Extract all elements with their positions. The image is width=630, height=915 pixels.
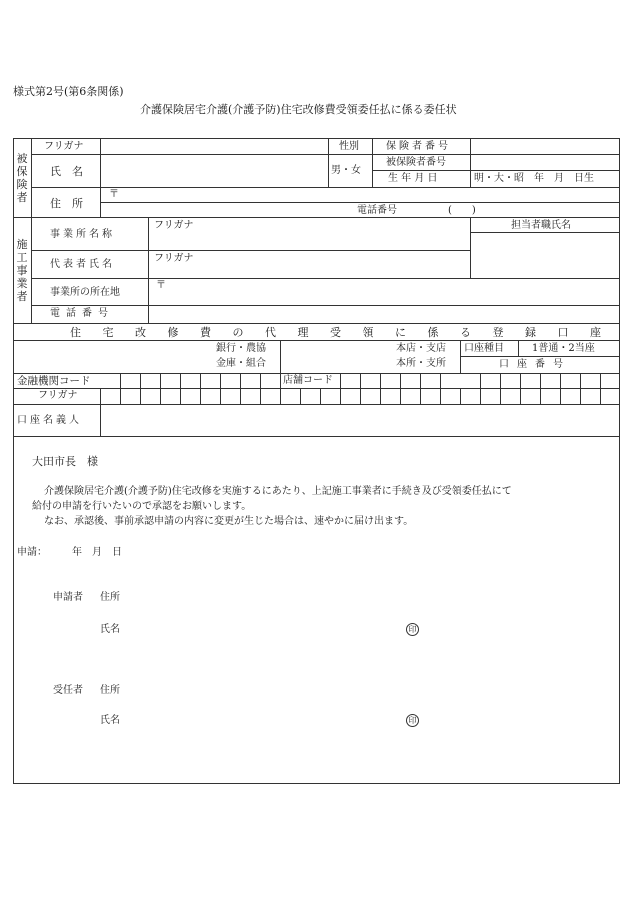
contractor-phone-label: 電話番号 <box>50 308 114 319</box>
cell-divider <box>120 373 121 388</box>
applicant-seal-mark: 印 <box>406 623 419 636</box>
insured-address-label: 住 所 <box>50 197 83 210</box>
account-furigana-label: フリガナ <box>38 390 78 401</box>
staff-name-label: 担当者職氏名 <box>511 220 571 231</box>
cell-divider <box>140 373 141 388</box>
cell-divider <box>560 373 561 388</box>
bank-type-options-1: 銀行・農協 <box>216 343 266 354</box>
cell-divider <box>200 388 201 404</box>
cell-divider <box>460 388 461 404</box>
cell-divider <box>440 373 441 388</box>
insurer-number-label: 保険者番号 <box>386 141 451 152</box>
cell-divider <box>560 388 561 404</box>
cell-divider <box>280 388 281 404</box>
cell-divider <box>400 388 401 404</box>
gender-options: 男・女 <box>331 165 361 176</box>
cell-divider <box>580 388 581 404</box>
insured-section-label: 被保険者 <box>16 152 28 204</box>
office-postal-mark: 〒 <box>156 280 166 291</box>
cell-divider <box>260 388 261 404</box>
applicant-name-label: 氏名 <box>100 624 120 635</box>
insured-phone-label: 電話番号 <box>357 205 397 216</box>
form-title: 介護保険居宅介護(介護予防)住宅改修費受領委任払に係る委任状 <box>140 103 457 116</box>
cell-divider <box>520 373 521 388</box>
agent-label: 受任者 <box>53 685 83 696</box>
cell-divider <box>540 388 541 404</box>
representative-name-label: 代表者氏名 <box>50 259 115 270</box>
branch-type-options-2: 本所・支所 <box>396 358 446 369</box>
gender-label: 性別 <box>339 141 359 152</box>
application-date: 申請： 年 月 日 <box>17 547 122 558</box>
letter-paragraph1-line2: 給付の申請を行いたいので承認をお願いします。 <box>32 501 252 512</box>
cell-divider <box>360 373 361 388</box>
cell-divider <box>600 388 601 404</box>
cell-divider <box>180 373 181 388</box>
cell-divider <box>400 373 401 388</box>
insured-phone-paren: ( ) <box>448 205 476 216</box>
rep-furigana-label: フリガナ <box>154 253 194 264</box>
insured-furigana-label: フリガナ <box>44 141 84 152</box>
cell-divider <box>120 388 121 404</box>
account-type-label: 口座種目 <box>464 343 504 354</box>
cell-divider <box>380 373 381 388</box>
birth-date-value: 明・大・昭 年 月 日生 <box>474 173 594 184</box>
branch-code-label: 店舗コード <box>283 375 333 386</box>
form-number: 様式第2号(第6条関係) <box>13 85 124 98</box>
cell-divider <box>440 388 441 404</box>
cell-divider <box>180 388 181 404</box>
cell-divider <box>320 388 321 404</box>
cell-divider <box>460 356 461 373</box>
cell-divider <box>540 373 541 388</box>
cell-divider <box>340 373 341 388</box>
office-name-label: 事業所名称 <box>50 229 115 240</box>
cell-divider <box>480 373 481 388</box>
cell-divider <box>300 388 301 404</box>
insured-postal-mark: 〒 <box>109 189 119 200</box>
applicant-address-label: 住所 <box>100 592 120 603</box>
addressee: 大田市長 様 <box>32 455 98 468</box>
account-type-value: 1普通・2当座 <box>532 343 595 354</box>
cell-divider <box>500 388 501 404</box>
cell-divider <box>380 388 381 404</box>
letter-paragraph1-line1: 介護保険居宅介護(介護予防)住宅改修を実施するにあたり、上記施工事業者に手続き及び受領委任払にて <box>44 486 512 497</box>
office-furigana-label: フリガナ <box>154 220 194 231</box>
letter-paragraph2: なお、承認後、事前承認申請の内容に変更が生じた場合は、速やかに届け出ます。 <box>44 516 414 527</box>
cell-divider <box>220 388 221 404</box>
branch-type-options-1: 本店・支店 <box>396 343 446 354</box>
account-holder-label: 口座名義人 <box>17 415 82 426</box>
cell-divider <box>240 373 241 388</box>
cell-divider <box>240 388 241 404</box>
agent-address-label: 住所 <box>100 685 120 696</box>
contractor-section-label: 施工事業者 <box>16 238 28 303</box>
cell-divider <box>260 373 261 388</box>
cell-divider <box>500 373 501 388</box>
office-address-label: 事業所の所在地 <box>50 287 120 298</box>
cell-divider <box>220 373 221 388</box>
cell-divider <box>480 388 481 404</box>
account-number-label: 口座番号 <box>499 359 571 370</box>
cell-divider <box>420 388 421 404</box>
applicant-label: 申請者 <box>53 592 83 603</box>
agent-seal-mark: 印 <box>406 714 419 727</box>
cell-divider <box>600 373 601 388</box>
insured-number-label: 被保険者番号 <box>386 157 446 168</box>
cell-divider <box>360 388 361 404</box>
cell-divider <box>160 373 161 388</box>
agent-name-label: 氏名 <box>100 715 120 726</box>
cell-divider <box>520 388 521 404</box>
cell-divider <box>140 388 141 404</box>
insured-name-label: 氏 名 <box>50 165 83 178</box>
cell-divider <box>420 373 421 388</box>
cell-divider <box>200 373 201 388</box>
bank-heading: 住宅改修費の代理受領に係る登録口座 <box>70 326 623 339</box>
cell-divider <box>580 373 581 388</box>
bank-type-options-2: 金庫・組合 <box>216 358 266 369</box>
bank-code-label: 金融機関コード <box>17 375 91 387</box>
cell-divider <box>160 388 161 404</box>
birth-date-label: 生 年 月 日 <box>388 173 438 184</box>
cell-divider <box>340 388 341 404</box>
